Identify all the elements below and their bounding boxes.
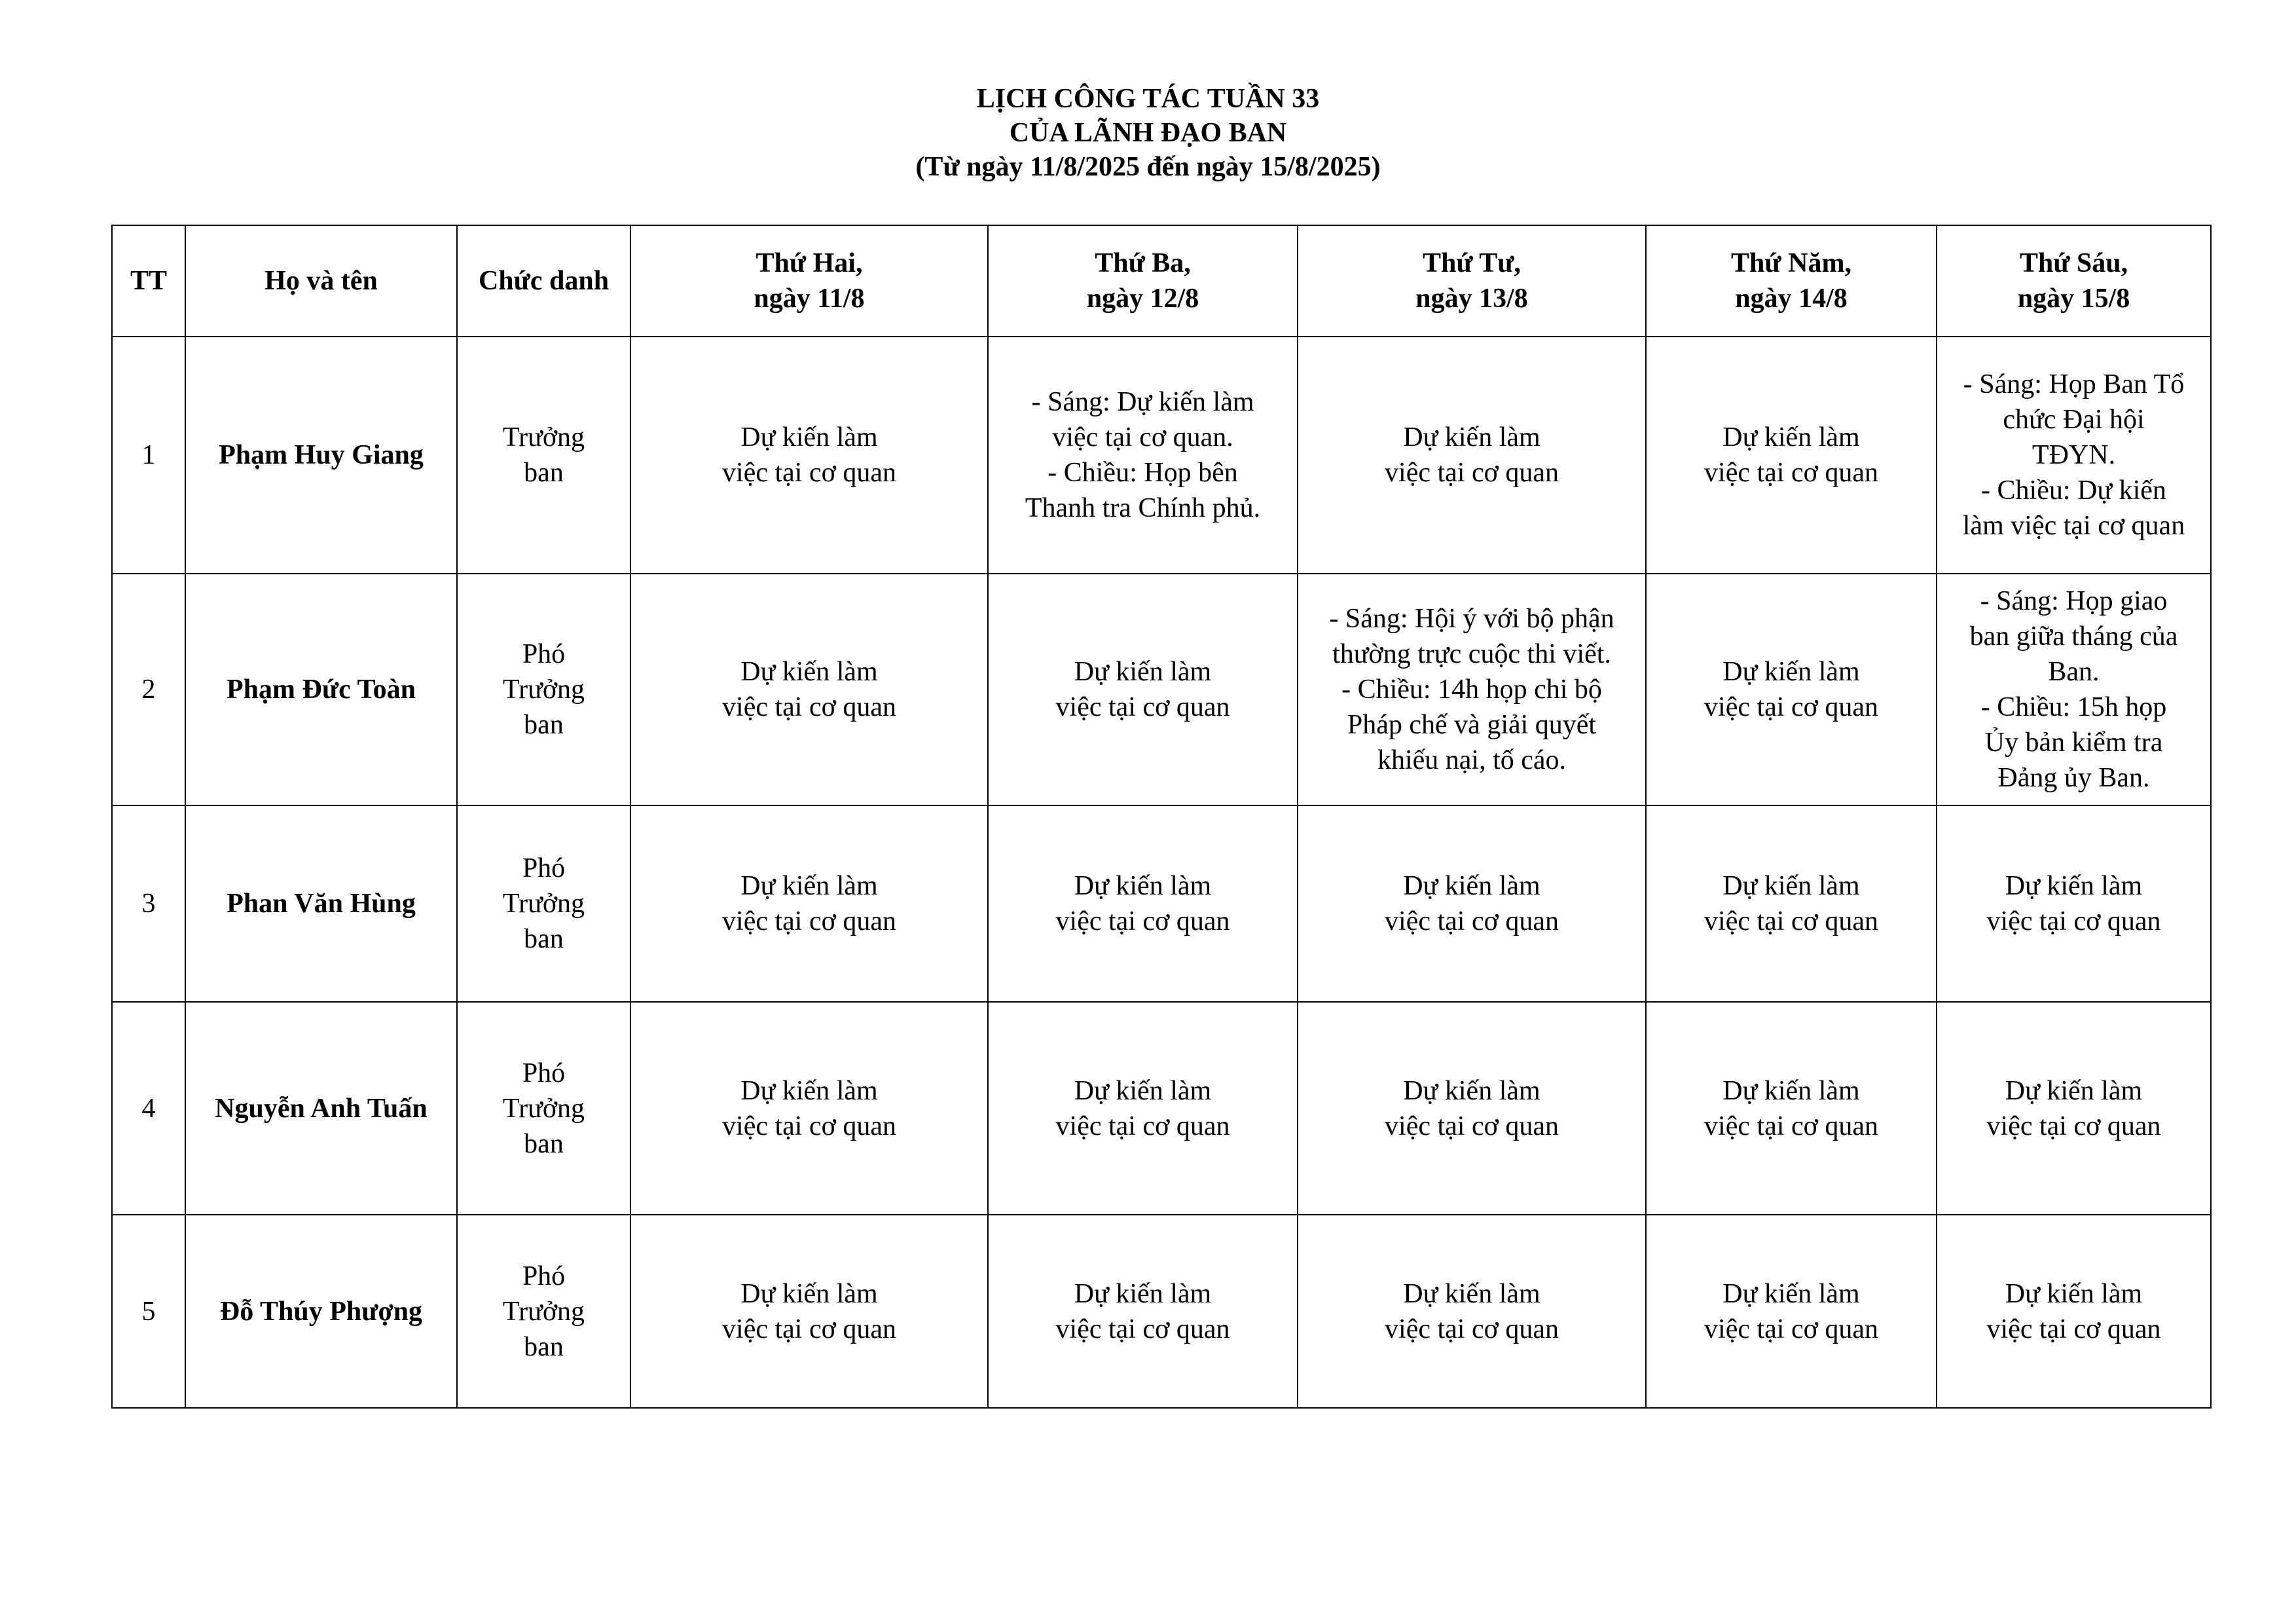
- table-row: [112, 1002, 2211, 1215]
- schedule-line: việc tại cơ quan: [1055, 1111, 1230, 1141]
- position-title-line: Trưởng: [502, 1296, 585, 1327]
- row-number: 3: [112, 805, 185, 1002]
- table-row: [112, 1215, 2211, 1408]
- position-title-line: ban: [524, 710, 564, 740]
- schedule-cell-thursday: [1646, 337, 1937, 574]
- schedule-line: Dự kiến làm: [1074, 1278, 1212, 1309]
- schedule-line: việc tại cơ quan: [722, 692, 896, 722]
- schedule-line: Dự kiến làm: [740, 871, 878, 901]
- header-day-tuesday: Thứ Ba, ngày 12/8: [988, 225, 1298, 337]
- schedule-cell-thursday: [1646, 574, 1937, 805]
- header-tt: TT: [112, 225, 185, 337]
- position-title-line: Phó: [522, 853, 566, 883]
- schedule-line: - Sáng: Họp Ban Tổ: [1963, 369, 2185, 399]
- schedule-line: Dự kiến làm: [1074, 657, 1212, 687]
- schedule-cell-monday: [630, 574, 988, 805]
- position-title-line: Trưởng: [502, 889, 585, 919]
- schedule-line: Đảng ủy Ban.: [1997, 763, 2150, 793]
- position-title-line: Trưởng: [502, 674, 585, 705]
- schedule-cell-monday: [630, 337, 988, 574]
- schedule-line: Dự kiến làm: [740, 1278, 878, 1309]
- row-number: 2: [112, 574, 185, 805]
- row-number: 4: [112, 1002, 185, 1215]
- schedule-line: việc tại cơ quan: [1704, 692, 1878, 722]
- schedule-line: Dự kiến làm: [1722, 1278, 1860, 1309]
- schedule-cell-tuesday: [988, 1002, 1298, 1215]
- schedule-line: - Sáng: Hội ý với bộ phận: [1329, 604, 1614, 634]
- schedule-line: Ban.: [2048, 657, 2100, 687]
- schedule-line: Dự kiến làm: [2005, 1278, 2143, 1309]
- position-title-line: ban: [524, 1128, 564, 1159]
- schedule-cell-tuesday: [988, 805, 1298, 1002]
- table-row: [112, 805, 2211, 1002]
- person-name: Nguyễn Anh Tuấn: [185, 1002, 457, 1215]
- schedule-cell-thursday: [1646, 1002, 1937, 1215]
- schedule-line: việc tại cơ quan: [1986, 1111, 2161, 1141]
- schedule-line: Dự kiến làm: [1722, 657, 1860, 687]
- schedule-line: Dự kiến làm: [740, 422, 878, 452]
- table-header-row: [112, 225, 2211, 337]
- position-title-line: ban: [524, 924, 564, 954]
- schedule-line: Dự kiến làm: [2005, 871, 2143, 901]
- schedule-cell-friday: [1937, 574, 2211, 805]
- schedule-table: [111, 225, 2212, 1409]
- header-day-wednesday: Thứ Tư, ngày 13/8: [1298, 225, 1646, 337]
- schedule-cell-tuesday: [988, 1215, 1298, 1408]
- person-name: Phạm Huy Giang: [185, 337, 457, 574]
- schedule-line: Dự kiến làm: [1403, 1278, 1540, 1309]
- schedule-line: việc tại cơ quan: [1385, 1314, 1559, 1344]
- schedule-line: Dự kiến làm: [1722, 871, 1860, 901]
- schedule-line: thường trực cuộc thi viết.: [1332, 639, 1611, 669]
- header-day-thursday: Thứ Năm, ngày 14/8: [1646, 225, 1937, 337]
- header-day-friday: Thứ Sáu, ngày 15/8: [1937, 225, 2211, 337]
- schedule-cell-thursday: [1646, 805, 1937, 1002]
- schedule-line: TĐYN.: [2032, 440, 2116, 470]
- schedule-line: Dự kiến làm: [1722, 422, 1860, 452]
- table-row: [112, 337, 2211, 574]
- schedule-cell-thursday: [1646, 1215, 1937, 1408]
- schedule-line: Dự kiến làm: [740, 657, 878, 687]
- schedule-line: việc tại cơ quan: [1704, 1111, 1878, 1141]
- person-name: Phan Văn Hùng: [185, 805, 457, 1002]
- schedule-cell-friday: [1937, 805, 2211, 1002]
- schedule-cell-monday: [630, 805, 988, 1002]
- position-title: [457, 337, 630, 574]
- row-number: 1: [112, 337, 185, 574]
- schedule-cell-tuesday: [988, 574, 1298, 805]
- schedule-line: việc tại cơ quan: [1986, 1314, 2161, 1344]
- position-title-line: Phó: [522, 639, 566, 669]
- schedule-line: việc tại cơ quan: [1704, 1314, 1878, 1344]
- position-title: [457, 805, 630, 1002]
- schedule-line: ban giữa tháng của: [1969, 621, 2178, 652]
- schedule-cell-wednesday: [1298, 1215, 1646, 1408]
- schedule-line: làm việc tại cơ quan: [1962, 511, 2185, 541]
- schedule-line: việc tại cơ quan: [1986, 906, 2161, 936]
- position-title: [457, 574, 630, 805]
- schedule-cell-friday: [1937, 1215, 2211, 1408]
- schedule-line: Dự kiến làm: [740, 1075, 878, 1106]
- schedule-line: Pháp chế và giải quyết: [1347, 710, 1597, 740]
- schedule-line: việc tại cơ quan: [1704, 458, 1878, 488]
- schedule-line: việc tại cơ quan: [1055, 906, 1230, 936]
- schedule-line: Dự kiến làm: [1722, 1075, 1860, 1106]
- schedule-line: việc tại cơ quan: [1055, 1314, 1230, 1344]
- title-line-3: (Từ ngày 11/8/2025 đến ngày 15/8/2025): [915, 152, 1381, 182]
- row-number: 5: [112, 1215, 185, 1408]
- position-title: [457, 1002, 630, 1215]
- header-day-monday: Thứ Hai, ngày 11/8: [630, 225, 988, 337]
- schedule-line: - Chiều: Dự kiến: [1981, 475, 2166, 506]
- schedule-line: việc tại cơ quan: [1385, 458, 1559, 488]
- schedule-line: Ủy bản kiểm tra: [1984, 728, 2163, 758]
- schedule-line: việc tại cơ quan: [1055, 692, 1230, 722]
- schedule-line: việc tại cơ quan: [722, 906, 896, 936]
- schedule-line: việc tại cơ quan: [1385, 906, 1559, 936]
- schedule-cell-monday: [630, 1002, 988, 1215]
- schedule-cell-friday: [1937, 1002, 2211, 1215]
- position-title: [457, 1215, 630, 1408]
- title-line-2: CỦA LÃNH ĐẠO BAN: [1009, 118, 1287, 148]
- schedule-line: - Chiều: Họp bên: [1048, 458, 1238, 488]
- schedule-line: chức Đại hội: [2003, 405, 2145, 435]
- schedule-line: khiếu nại, tố cáo.: [1377, 745, 1567, 775]
- schedule-line: việc tại cơ quan: [1385, 1111, 1559, 1141]
- schedule-line: Thanh tra Chính phủ.: [1025, 493, 1261, 523]
- schedule-line: Dự kiến làm: [1403, 422, 1540, 452]
- table-row: [112, 574, 2211, 805]
- position-title-line: Trưởng: [502, 1093, 585, 1124]
- schedule-line: - Sáng: Họp giao: [1980, 586, 2168, 616]
- schedule-line: Dự kiến làm: [1403, 871, 1540, 901]
- schedule-line: việc tại cơ quan.: [1052, 422, 1233, 452]
- schedule-line: việc tại cơ quan: [722, 458, 896, 488]
- position-title-line: ban: [524, 458, 564, 488]
- schedule-line: - Sáng: Dự kiến làm: [1031, 387, 1254, 417]
- schedule-line: - Chiều: 14h họp chi bộ: [1341, 674, 1602, 705]
- schedule-line: - Chiều: 15h họp: [1980, 692, 2167, 722]
- schedule-line: việc tại cơ quan: [1704, 906, 1878, 936]
- schedule-cell-monday: [630, 1215, 988, 1408]
- person-name: Đỗ Thúy Phượng: [185, 1215, 457, 1408]
- position-title-line: Trưởng: [502, 422, 585, 452]
- position-title-line: Phó: [522, 1261, 566, 1291]
- schedule-cell-wednesday: [1298, 574, 1646, 805]
- schedule-line: Dự kiến làm: [1074, 871, 1212, 901]
- person-name: Phạm Đức Toàn: [185, 574, 457, 805]
- header-title: Chức danh: [457, 225, 630, 337]
- position-title-line: ban: [524, 1331, 564, 1362]
- position-title-line: Phó: [522, 1058, 566, 1088]
- schedule-cell-wednesday: [1298, 1002, 1646, 1215]
- schedule-cell-tuesday: [988, 337, 1298, 574]
- schedule-line: Dự kiến làm: [2005, 1075, 2143, 1106]
- schedule-line: việc tại cơ quan: [722, 1314, 896, 1344]
- schedule-cell-wednesday: [1298, 805, 1646, 1002]
- schedule-cell-friday: [1937, 337, 2211, 574]
- schedule-line: Dự kiến làm: [1074, 1075, 1212, 1106]
- document-title: [0, 82, 2296, 184]
- schedule-line: Dự kiến làm: [1403, 1075, 1540, 1106]
- title-line-1: LỊCH CÔNG TÁC TUẦN 33: [976, 84, 1320, 114]
- schedule-cell-wednesday: [1298, 337, 1646, 574]
- header-name: Họ và tên: [185, 225, 457, 337]
- schedule-line: việc tại cơ quan: [722, 1111, 896, 1141]
